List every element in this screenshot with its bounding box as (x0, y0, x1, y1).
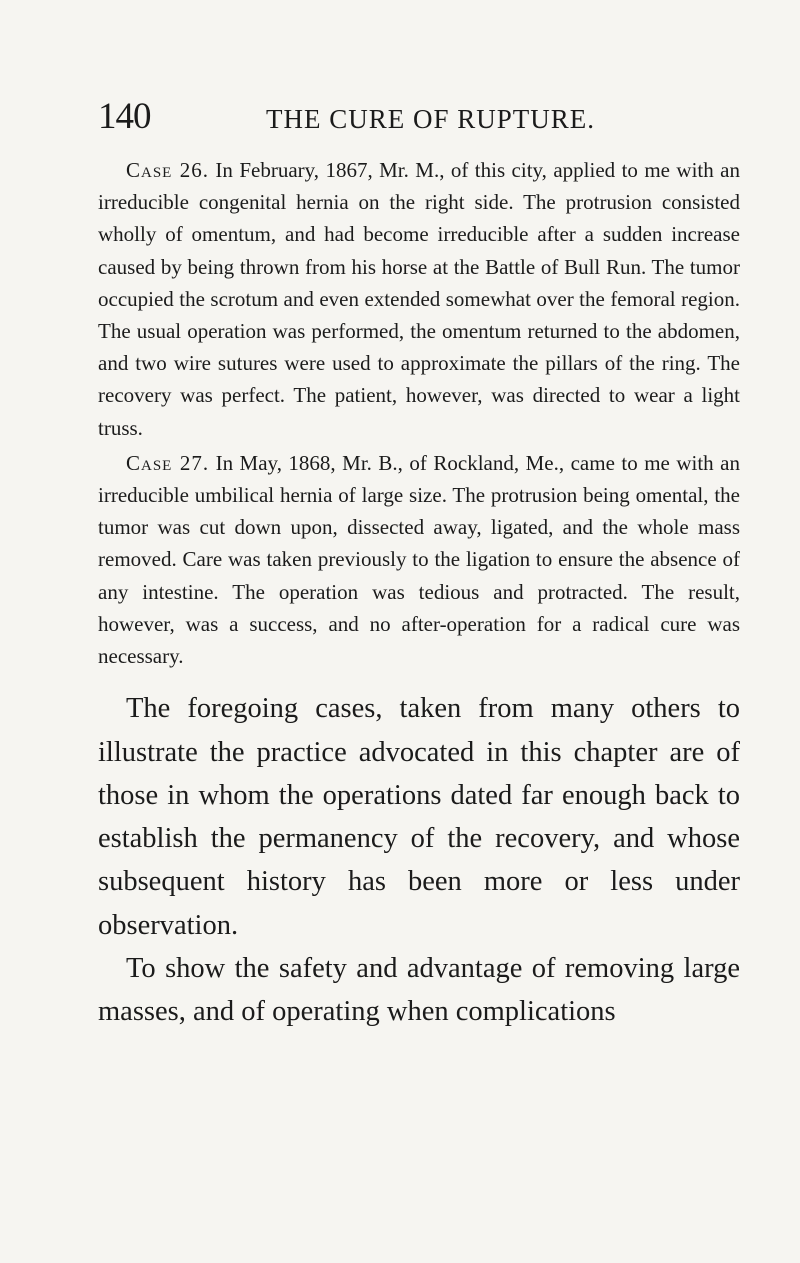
paragraph-safety: To show the safety and advantage of removing large masses, and of operating when complications (98, 953, 740, 1028)
case-label: Case 26. (126, 158, 210, 182)
body-text (98, 154, 740, 1034)
paragraph-text: In May, 1868, Mr. B., of Rockland, Me., came to me with an irreducible umbilical hernia of large size. The protrusion being omental, the tumor was cut down upon, dissected away, ligated, and the whole mass removed. Care was taken previously to the ligation to ensure the absence of any intestine. The operation was tedious and protracted. The result, however, was a success, and no after-operation for a radical cure was necessary. (98, 450, 740, 669)
page-number: 140 (98, 96, 151, 137)
paragraph-case-27 (98, 447, 740, 672)
main-text (98, 687, 740, 1033)
case-label: Case 27. (126, 450, 210, 475)
paragraph-foregoing-cases: The foregoing cases, taken from many others to illustrate the practice advocated in this chapter are of those in whom the operations dated far enough back to establish the permanency of the recovery, and whose subsequent history has been more or less under observation. (98, 693, 740, 941)
page-header (98, 92, 748, 142)
paragraph-text: In February, 1867, Mr. M., of this city, applied to me with an irreducible congenital hernia on the right side. The protrusion consisted wholly of omentum, and had become irreducible after a sudden increase caused by being thrown from his horse at the Battle of Bull Run. The tumor occupied the scrotum and even extended somewhat over the femoral region. The usual operation was performed, the omentum returned to the abdomen, and two wire sutures were used to approximate the pillars of the ring. The recovery was perfect. The patient, however, was directed to wear a light truss. (98, 158, 740, 440)
case-reports (98, 154, 740, 672)
running-title: THE CURE OF RUPTURE. (266, 104, 596, 134)
paragraph-case-26 (98, 154, 740, 444)
